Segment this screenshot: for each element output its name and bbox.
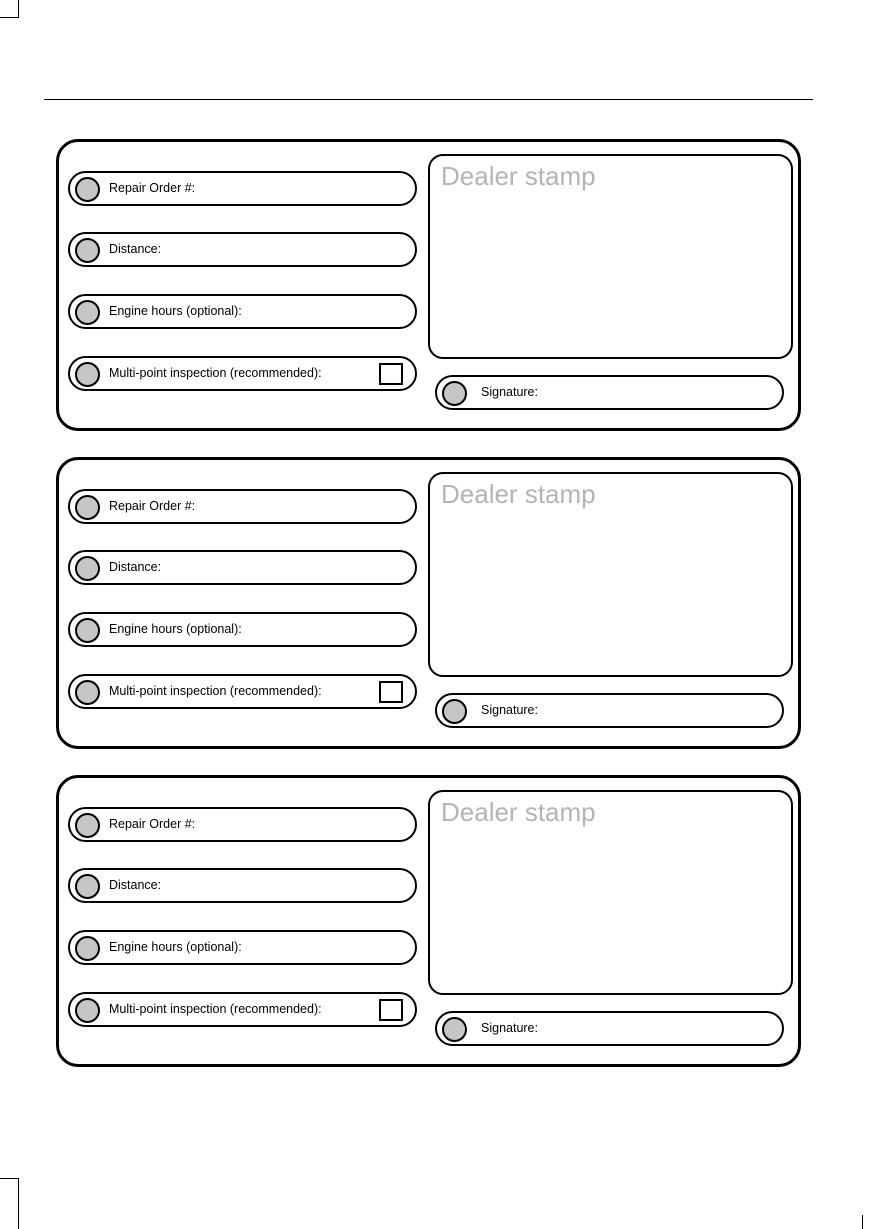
repair-order-label: Repair Order #: [109,181,196,195]
dealer-stamp-box [428,472,793,677]
signature-field[interactable] [435,693,784,728]
field-marker-icon [442,1017,467,1042]
field-marker-icon [75,362,100,387]
dealer-stamp-label: Dealer stamp [441,161,596,191]
dealer-stamp-box [428,154,793,359]
field-marker-icon [75,680,100,705]
distance-label: Distance: [109,242,162,256]
service-record-card [56,775,801,1067]
repair-order-field[interactable] [68,171,417,206]
engine-hours-label: Engine hours (optional): [109,940,242,954]
signature-label: Signature: [481,703,538,717]
field-marker-icon [75,874,100,899]
field-marker-icon [75,998,100,1023]
repair-order-label: Repair Order #: [109,499,196,513]
crop-mark-bottom-right-vertical [862,1215,863,1229]
dealer-stamp-label: Dealer stamp [441,797,596,827]
distance-label: Distance: [109,560,162,574]
distance-field[interactable] [68,868,417,903]
signature-field[interactable] [435,1011,784,1046]
inspection-field [68,356,417,391]
field-marker-icon [75,556,100,581]
field-marker-icon [75,177,100,202]
field-marker-icon [75,618,100,643]
engine-hours-label: Engine hours (optional): [109,622,242,636]
repair-order-label: Repair Order #: [109,817,196,831]
crop-mark-top-left-horizontal [0,17,19,18]
engine-hours-field[interactable] [68,294,417,329]
inspection-checkbox[interactable] [379,681,403,703]
signature-label: Signature: [481,385,538,399]
inspection-checkbox[interactable] [379,999,403,1021]
signature-field[interactable] [435,375,784,410]
service-record-card [56,139,801,431]
crop-mark-bottom-left-vertical [18,1178,19,1229]
header-rule [44,99,813,100]
inspection-field [68,992,417,1027]
field-marker-icon [75,300,100,325]
field-marker-icon [75,936,100,961]
field-marker-icon [442,381,467,406]
inspection-field [68,674,417,709]
distance-field[interactable] [68,550,417,585]
signature-label: Signature: [481,1021,538,1035]
engine-hours-label: Engine hours (optional): [109,304,242,318]
crop-mark-bottom-left-horizontal [0,1178,19,1179]
inspection-label: Multi-point inspection (recommended): [109,366,322,380]
inspection-checkbox[interactable] [379,363,403,385]
distance-label: Distance: [109,878,162,892]
field-marker-icon [75,813,100,838]
repair-order-field[interactable] [68,807,417,842]
service-record-card [56,457,801,749]
dealer-stamp-box [428,790,793,995]
engine-hours-field[interactable] [68,612,417,647]
distance-field[interactable] [68,232,417,267]
field-marker-icon [75,238,100,263]
field-marker-icon [442,699,467,724]
crop-mark-top-left-vertical [18,0,19,17]
engine-hours-field[interactable] [68,930,417,965]
inspection-label: Multi-point inspection (recommended): [109,684,322,698]
dealer-stamp-label: Dealer stamp [441,479,596,509]
field-marker-icon [75,495,100,520]
repair-order-field[interactable] [68,489,417,524]
inspection-label: Multi-point inspection (recommended): [109,1002,322,1016]
